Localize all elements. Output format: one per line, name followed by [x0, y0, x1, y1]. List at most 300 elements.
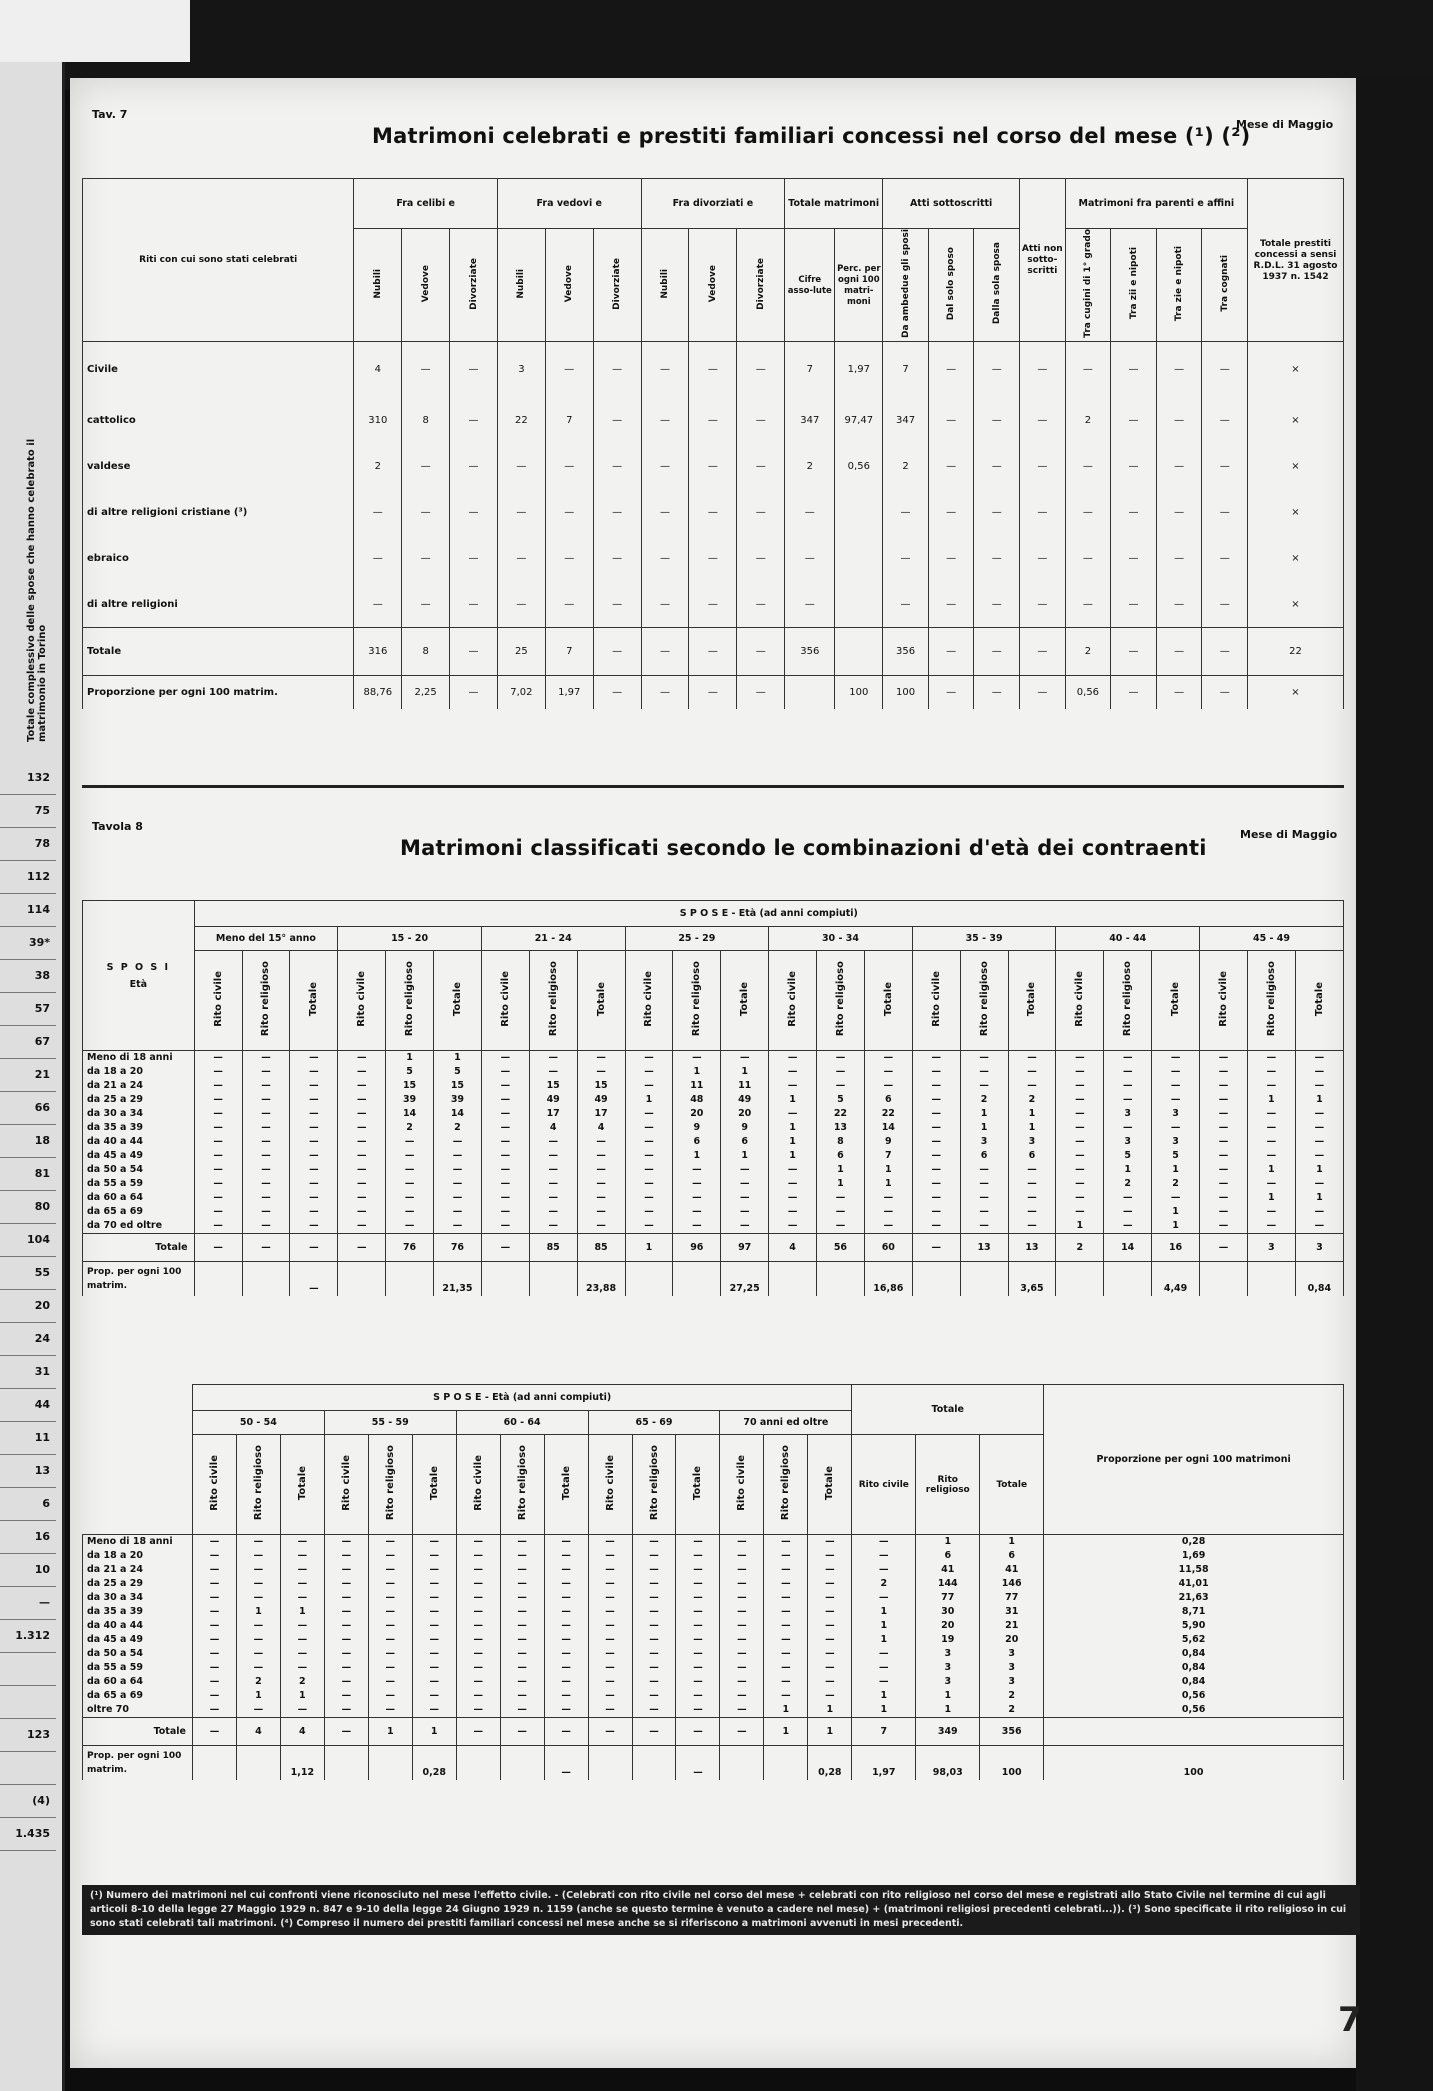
t8b-cell: 3 — [980, 1647, 1044, 1661]
t7-cell: × — [1248, 443, 1344, 489]
t8-cell: — — [481, 1051, 529, 1066]
t8b-prop-cell: — — [676, 1746, 720, 1780]
t8-cell: — — [481, 1205, 529, 1219]
left-margin-number: 78 — [0, 828, 56, 861]
t7-cell: — — [1156, 341, 1202, 397]
t8-cell: — — [1200, 1191, 1248, 1205]
t7-cell: — — [737, 397, 785, 443]
t8b-total-cell: — — [456, 1718, 500, 1746]
t8-cell: 3 — [1104, 1135, 1152, 1149]
t8b-cell: 0,84 — [1044, 1647, 1344, 1661]
t7-cell: — — [1111, 581, 1157, 627]
t8b-prop-cell: 100 — [1044, 1746, 1344, 1780]
t8b-cell: — — [500, 1633, 544, 1647]
t8b-cell: — — [456, 1591, 500, 1605]
t7-cell: — — [1156, 489, 1202, 535]
t7-cell: — — [593, 627, 641, 675]
t8-cell: — — [1200, 1219, 1248, 1234]
t7-subcol: Vedove — [545, 229, 593, 342]
t8b-cell: — — [676, 1577, 720, 1591]
t8-cell: — — [290, 1163, 338, 1177]
t8b-cell: — — [544, 1675, 588, 1689]
t8-cell: 6 — [960, 1149, 1008, 1163]
t8b-total-cell: — — [676, 1718, 720, 1746]
rite-subheader: Rito civile — [588, 1435, 632, 1535]
t8-cell: — — [194, 1121, 242, 1135]
t7-cell: 0,56 — [1065, 675, 1111, 709]
t8-prop-cell — [769, 1262, 817, 1296]
t8-cell: 2 — [1152, 1177, 1200, 1191]
t8b-cell: — — [720, 1605, 764, 1619]
t8b-cell: — — [720, 1675, 764, 1689]
t8b-total-cell: — — [632, 1718, 676, 1746]
t8-row — [83, 1079, 1344, 1093]
t7-cell: — — [450, 443, 498, 489]
t8-cell: 1 — [817, 1163, 865, 1177]
t8-cell: — — [434, 1191, 482, 1205]
t8b-cell: — — [500, 1549, 544, 1563]
prop-col-header: Proporzione per ogni 100 matrimoni — [1044, 1385, 1344, 1535]
t7-row — [83, 627, 1344, 675]
t7-subcol: Tra cognati — [1202, 229, 1248, 342]
t8-total-row — [83, 1234, 1344, 1262]
t8-cell: — — [625, 1135, 673, 1149]
t8-cell: — — [1200, 1121, 1248, 1135]
t8b-cell: — — [632, 1675, 676, 1689]
t8b-cell: — — [676, 1619, 720, 1633]
t8-cell: — — [481, 1163, 529, 1177]
t8b-cell: 1 — [980, 1535, 1044, 1550]
t8b-cell: — — [412, 1549, 456, 1563]
t7-subcol: Dalla sola sposa — [974, 229, 1020, 342]
t7-cell: 8 — [402, 397, 450, 443]
t8b-cell: — — [324, 1549, 368, 1563]
t7-cell: 7 — [545, 627, 593, 675]
rite-subheader: Rito religioso — [500, 1435, 544, 1535]
t8-cell: — — [434, 1205, 482, 1219]
t7-cell: × — [1248, 397, 1344, 443]
t8b-row-label: da 55 a 59 — [83, 1661, 193, 1675]
t7-cell: — — [1156, 675, 1202, 709]
t7-cell: — — [450, 535, 498, 581]
rite-subheader: Rito civile — [720, 1435, 764, 1535]
t8-cell: — — [1104, 1079, 1152, 1093]
t8-cell: — — [1247, 1051, 1295, 1066]
t8b-cell: 5,90 — [1044, 1619, 1344, 1633]
t8-cell: 6 — [721, 1135, 769, 1149]
t7-cell: — — [883, 535, 929, 581]
t8-row — [83, 1191, 1344, 1205]
t7-cell: — — [450, 627, 498, 675]
table7-month: Mese di Maggio — [1236, 118, 1334, 131]
t8-prop-cell — [1200, 1262, 1248, 1296]
t8b-cell: — — [412, 1619, 456, 1633]
t8-cell: — — [721, 1205, 769, 1219]
t8b-row — [83, 1605, 1344, 1619]
t8-cell: — — [577, 1177, 625, 1191]
t8b-cell: — — [764, 1689, 808, 1703]
t7-cell: 347 — [883, 397, 929, 443]
spose-header-bottom: S P O S E - Età (ad anni compiuti) — [192, 1385, 851, 1411]
t8b-row-label: Meno di 18 anni — [83, 1535, 193, 1550]
left-margin-number: 44 — [0, 1389, 56, 1422]
t8-cell: 1 — [1152, 1219, 1200, 1234]
t8-cell: — — [194, 1093, 242, 1107]
t8b-cell: — — [720, 1591, 764, 1605]
t8-cell: — — [912, 1135, 960, 1149]
t8b-cell: — — [280, 1563, 324, 1577]
t8-cell: 7 — [864, 1149, 912, 1163]
t7-cell: — — [497, 581, 545, 627]
t8-cell: — — [912, 1149, 960, 1163]
t8-cell: 1 — [960, 1107, 1008, 1121]
t8-cell: — — [721, 1177, 769, 1191]
t8b-cell: — — [676, 1591, 720, 1605]
age-group-header: 60 - 64 — [456, 1411, 588, 1435]
age-group-header: 65 - 69 — [588, 1411, 720, 1435]
t8-cell: — — [1295, 1051, 1343, 1066]
t8-row — [83, 1051, 1344, 1066]
t8b-total-row — [83, 1718, 1344, 1746]
t7-cell: — — [928, 397, 974, 443]
t7-subcol: Tra zii e nipoti — [1111, 229, 1157, 342]
t8b-cell: — — [456, 1633, 500, 1647]
t8-cell: 5 — [817, 1093, 865, 1107]
t8-cell: — — [529, 1149, 577, 1163]
t8-cell: — — [290, 1177, 338, 1191]
t8b-cell: 3 — [980, 1661, 1044, 1675]
t8b-cell: — — [808, 1647, 852, 1661]
left-margin-number: 1.312 — [0, 1620, 56, 1653]
t8b-total-cell: 349 — [916, 1718, 980, 1746]
t8-cell: — — [960, 1191, 1008, 1205]
t8-cell: — — [673, 1051, 721, 1066]
t8-cell: — — [481, 1107, 529, 1121]
t8-cell: 1 — [721, 1149, 769, 1163]
t7-cell: — — [1065, 535, 1111, 581]
t8b-cell: 1 — [280, 1605, 324, 1619]
t8b-cell: — — [412, 1605, 456, 1619]
t8-total-cell: 4 — [769, 1234, 817, 1262]
t8b-cell: — — [588, 1535, 632, 1550]
t8b-cell: — — [632, 1647, 676, 1661]
age-group-header: 30 - 34 — [769, 927, 913, 951]
t8b-cell: 3 — [916, 1647, 980, 1661]
t7-cell — [835, 581, 883, 627]
t8-cell: — — [242, 1149, 290, 1163]
t8-cell: — — [386, 1191, 434, 1205]
t8-cell: 1 — [864, 1163, 912, 1177]
t8-cell: — — [864, 1219, 912, 1234]
t8-cell: — — [290, 1219, 338, 1234]
t8-cell: — — [864, 1079, 912, 1093]
t8-prop-cell: 23,88 — [577, 1262, 625, 1296]
t8-cell: 11 — [721, 1079, 769, 1093]
t7-subcol: Da ambedue gli sposi — [883, 229, 929, 342]
t8-total-cell: 60 — [864, 1234, 912, 1262]
t7-cell: — — [1111, 535, 1157, 581]
t8b-cell: 1 — [236, 1689, 280, 1703]
t8b-cell: — — [456, 1661, 500, 1675]
t7-cell: 3 — [497, 341, 545, 397]
t7-cell: — — [737, 581, 785, 627]
t8b-total-cell: — — [588, 1718, 632, 1746]
t8-total-cell: — — [290, 1234, 338, 1262]
t7-cell: — — [450, 581, 498, 627]
t8-prop-cell — [625, 1262, 673, 1296]
age-group-header: 45 - 49 — [1200, 927, 1344, 951]
t7-row-label: ebraico — [83, 535, 354, 581]
t7-cell: — — [1202, 341, 1248, 397]
t8-cell: — — [1200, 1205, 1248, 1219]
t8b-row — [83, 1619, 1344, 1633]
t8-cell: — — [912, 1107, 960, 1121]
t7-subcol: Nubili — [354, 229, 402, 342]
t8-cell: — — [1295, 1121, 1343, 1135]
t8-cell: — — [912, 1065, 960, 1079]
t8b-cell: 3 — [916, 1661, 980, 1675]
t8-cell: — — [1056, 1149, 1104, 1163]
t8b-cell: — — [192, 1577, 236, 1591]
t8-cell: — — [1295, 1065, 1343, 1079]
t7-subcol: Vedove — [689, 229, 737, 342]
t7-cell: 8 — [402, 627, 450, 675]
t8-total-cell: 56 — [817, 1234, 865, 1262]
t8-row-label: da 30 a 34 — [83, 1107, 195, 1121]
t8b-cell: 1 — [852, 1619, 916, 1633]
t8b-row-label: da 60 a 64 — [83, 1675, 193, 1689]
left-margin-number — [0, 1752, 56, 1785]
t8-cell: — — [817, 1205, 865, 1219]
t8-total-cell: 2 — [1056, 1234, 1104, 1262]
t7-cell: — — [450, 341, 498, 397]
t8-cell: — — [1247, 1079, 1295, 1093]
table8-title: Matrimoni classificati secondo le combinazioni d'età dei contraenti — [400, 836, 1207, 860]
t8-prop-cell — [386, 1262, 434, 1296]
t7-row-label: di altre religioni cristiane (³) — [83, 489, 354, 535]
t7-cell: 347 — [785, 397, 835, 443]
t8b-cell: — — [764, 1633, 808, 1647]
t8-cell: — — [242, 1121, 290, 1135]
t8b-cell: — — [808, 1577, 852, 1591]
t8-cell: 3 — [1104, 1107, 1152, 1121]
left-margin-number: 132 — [0, 762, 56, 795]
t7-cell: 2 — [354, 443, 402, 489]
t8-cell: — — [242, 1065, 290, 1079]
t8-cell: — — [625, 1079, 673, 1093]
left-margin-number: 21 — [0, 1059, 56, 1092]
t8-row — [83, 1065, 1344, 1079]
left-margin-number: 67 — [0, 1026, 56, 1059]
t7-cell: — — [402, 489, 450, 535]
t8-cell: — — [1200, 1065, 1248, 1079]
left-margin-number: 20 — [0, 1290, 56, 1323]
t7-cell: × — [1248, 489, 1344, 535]
t8-cell: — — [625, 1121, 673, 1135]
t8-cell: — — [338, 1051, 386, 1066]
t8-cell: — — [625, 1149, 673, 1163]
t8-row-label: da 70 ed oltre — [83, 1219, 195, 1234]
rite-subheader: Totale — [434, 951, 482, 1051]
t8b-row — [83, 1647, 1344, 1661]
t7-cell: — — [497, 489, 545, 535]
t8-cell: — — [529, 1191, 577, 1205]
t8b-cell: — — [544, 1549, 588, 1563]
t8-cell: — — [1104, 1191, 1152, 1205]
t7-cell: — — [1156, 397, 1202, 443]
t8-cell: 15 — [529, 1079, 577, 1093]
t8-cell: — — [1104, 1065, 1152, 1079]
t8-cell: — — [1056, 1079, 1104, 1093]
t8b-cell: — — [720, 1619, 764, 1633]
t8b-cell: — — [280, 1661, 324, 1675]
t7-cell: — — [545, 535, 593, 581]
rite-subheader: Totale — [412, 1435, 456, 1535]
t8-cell: — — [194, 1107, 242, 1121]
t8-cell: — — [338, 1163, 386, 1177]
t8-cell: 3 — [960, 1135, 1008, 1149]
t8b-cell: — — [544, 1689, 588, 1703]
age-group-header: 50 - 54 — [192, 1411, 324, 1435]
table8-top — [82, 900, 1344, 1296]
table7-ref: Tav. 7 — [92, 108, 128, 121]
t8b-cell: — — [368, 1703, 412, 1718]
t8-cell: 17 — [529, 1107, 577, 1121]
t7-cell: — — [689, 341, 737, 397]
left-margin-number: 1.435 — [0, 1818, 56, 1851]
t8-cell: — — [1056, 1191, 1104, 1205]
t8b-cell: — — [632, 1563, 676, 1577]
left-margin-vertical-label: Totale complessivo delle spose che hanno celebrato il matrimonio in Torino — [26, 438, 48, 742]
t8b-cell: — — [676, 1703, 720, 1718]
t8b-cell: 6 — [980, 1549, 1044, 1563]
t8b-cell: — — [808, 1633, 852, 1647]
t8b-cell: — — [456, 1689, 500, 1703]
t8b-cell: — — [280, 1619, 324, 1633]
t8-cell: — — [242, 1093, 290, 1107]
t8b-cell: — — [412, 1703, 456, 1718]
t7-cell: — — [1202, 535, 1248, 581]
t8b-row — [83, 1549, 1344, 1563]
t7-cell: — — [928, 443, 974, 489]
left-margin-number: 112 — [0, 861, 56, 894]
t8b-cell: — — [676, 1563, 720, 1577]
t8-total-cell: 3 — [1247, 1234, 1295, 1262]
t8-prop-cell — [529, 1262, 577, 1296]
t8-cell: — — [625, 1107, 673, 1121]
t8b-cell: — — [280, 1577, 324, 1591]
t8b-cell: — — [500, 1577, 544, 1591]
rite-subheader: Rito religioso — [1104, 951, 1152, 1051]
t8-total-cell: 85 — [577, 1234, 625, 1262]
t8b-cell: 1 — [236, 1605, 280, 1619]
t7-cell: — — [974, 443, 1020, 489]
t8b-cell: 21 — [980, 1619, 1044, 1633]
rite-subheader: Totale — [280, 1435, 324, 1535]
t8b-cell: — — [280, 1703, 324, 1718]
t8-cell: — — [864, 1205, 912, 1219]
t8-cell: — — [434, 1149, 482, 1163]
t8-cell: 2 — [1104, 1177, 1152, 1191]
t8-total-cell: 13 — [1008, 1234, 1056, 1262]
t8-cell: — — [1008, 1051, 1056, 1066]
t8-cell: — — [1247, 1149, 1295, 1163]
t8b-cell: — — [544, 1563, 588, 1577]
t8b-row-label: da 18 a 20 — [83, 1549, 193, 1563]
t8-cell: — — [481, 1121, 529, 1135]
t8-cell: — — [434, 1135, 482, 1149]
t8-cell: — — [194, 1177, 242, 1191]
t8-cell: — — [338, 1205, 386, 1219]
left-margin-number: 81 — [0, 1158, 56, 1191]
t7-subcol: Nubili — [641, 229, 689, 342]
section-rule — [82, 785, 1344, 788]
t8b-cell: 1 — [916, 1535, 980, 1550]
t8-cell: — — [481, 1219, 529, 1234]
t8b-cell: — — [588, 1619, 632, 1633]
t7-cell — [835, 535, 883, 581]
t8b-cell: — — [720, 1535, 764, 1550]
t8-cell: — — [1104, 1205, 1152, 1219]
t8-cell: 1 — [1247, 1163, 1295, 1177]
t8-cell: — — [912, 1177, 960, 1191]
t8-cell: — — [1056, 1051, 1104, 1066]
t8-cell: — — [481, 1093, 529, 1107]
rite-subheader: Totale — [864, 951, 912, 1051]
t8-cell: — — [1200, 1093, 1248, 1107]
t8b-cell: — — [632, 1577, 676, 1591]
t7-cell: — — [1111, 443, 1157, 489]
t7-cell: — — [497, 535, 545, 581]
t8b-row-label: da 35 a 39 — [83, 1605, 193, 1619]
t8b-row — [83, 1577, 1344, 1591]
t8b-cell: 77 — [980, 1591, 1044, 1605]
t8-row — [83, 1149, 1344, 1163]
t8-cell: 22 — [817, 1107, 865, 1121]
t8-cell: — — [577, 1205, 625, 1219]
t8-cell: — — [960, 1163, 1008, 1177]
t7-cell: — — [974, 341, 1020, 397]
t7-cell: — — [641, 627, 689, 675]
t8b-cell: — — [324, 1577, 368, 1591]
group-prestiti: Totale prestiti concessi a sensi R.D.L. 31 agosto 1937 n. 1542 — [1248, 179, 1344, 342]
t8b-cell: — — [412, 1633, 456, 1647]
t8-cell: — — [194, 1191, 242, 1205]
left-margin-number: 123 — [0, 1719, 56, 1752]
t7-cell: — — [883, 581, 929, 627]
t8b-row-label: da 45 a 49 — [83, 1633, 193, 1647]
t8b-cell: — — [412, 1661, 456, 1675]
left-margin-number: 104 — [0, 1224, 56, 1257]
t8b-cell: — — [720, 1703, 764, 1718]
t8b-cell: 20 — [980, 1633, 1044, 1647]
t8-row — [83, 1121, 1344, 1135]
t8b-cell: — — [500, 1703, 544, 1718]
t8b-cell: 3 — [916, 1675, 980, 1689]
t8b-cell: — — [588, 1549, 632, 1563]
t8-row — [83, 1163, 1344, 1177]
t8b-row — [83, 1633, 1344, 1647]
t7-cell: — — [1202, 397, 1248, 443]
rite-subheader: Rito civile — [338, 951, 386, 1051]
group-atti: Atti sottoscritti — [883, 179, 1020, 229]
t8b-cell: — — [632, 1619, 676, 1633]
t8-cell: — — [481, 1135, 529, 1149]
t8-cell: 8 — [817, 1135, 865, 1149]
t8b-prop-cell — [720, 1746, 764, 1780]
t7-cell: — — [974, 627, 1020, 675]
t8b-cell: — — [456, 1549, 500, 1563]
